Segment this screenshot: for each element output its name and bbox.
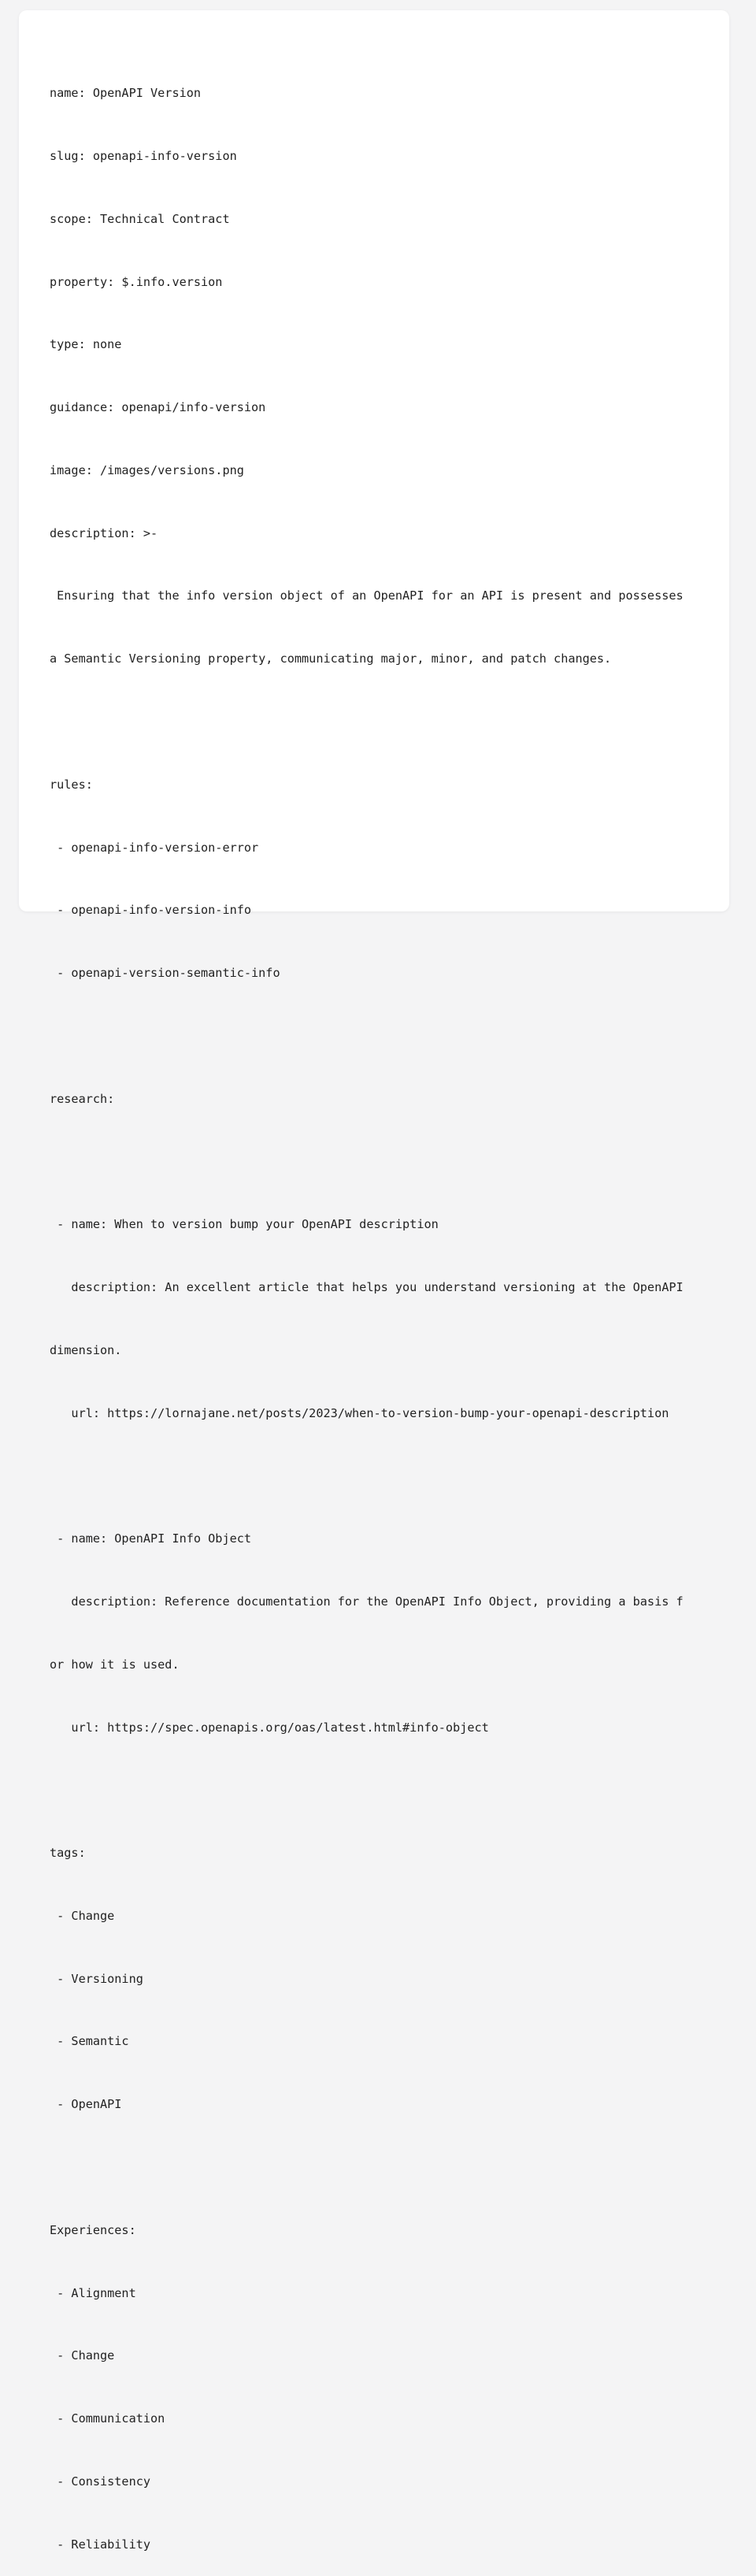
yaml-line-guidance: guidance: openapi/info-version [50,400,266,415]
yaml-line-experiences-key: Experiences: [50,2222,136,2237]
yaml-line-tag-item: - Versioning [50,1971,143,1986]
yaml-blank-line [50,1780,684,1801]
yaml-line-tag-item: - Change [50,1908,115,1923]
yaml-line-experience-item: - Consistency [50,2474,151,2489]
yaml-line-name: name: OpenAPI Version [50,86,202,101]
yaml-line-research-url: url: https://lornajane.net/posts/2023/when-to-version-bump-your-openapi-description [50,1405,669,1420]
yaml-line-experience-item: - Alignment [50,2285,136,2300]
yaml-line-research-name: - name: OpenAPI Info Object [50,1531,252,1546]
yaml-line-tag-item: - OpenAPI [50,2097,122,2112]
yaml-line-research-description: description: Reference documentation for the OpenAPI Info Object, providing a basis f [50,1594,684,1609]
yaml-line-type: type: none [50,337,122,352]
yaml-document [50,41,684,2576]
yaml-line-rules-key: rules: [50,777,93,792]
yaml-line-research-description-wrap: dimension. [50,1342,122,1357]
yaml-line-slug: slug: openapi-info-version [50,148,237,163]
yaml-line-research-description-wrap: or how it is used. [50,1657,180,1672]
yaml-line-research-url: url: https://spec.openapis.org/oas/latest.html#info-object [50,1720,489,1735]
yaml-blank-line [50,1151,684,1172]
yaml-line-research-key: research: [50,1091,115,1106]
yaml-line-research-description: description: An excellent article that helps you understand versioning at the OpenAPI [50,1280,684,1295]
yaml-line-tag-item: - Semantic [50,2034,129,2049]
yaml-line-rule-item: - openapi-info-version-error [50,840,259,855]
yaml-blank-line [50,711,684,733]
yaml-line-experience-item: - Communication [50,2411,165,2426]
yaml-line-rule-item: - openapi-info-version-info [50,903,252,918]
yaml-line-description-text-2: a Semantic Versioning property, communicating major, minor, and patch changes. [50,651,612,666]
yaml-line-experience-item: - Reliability [50,2537,151,2552]
yaml-line-research-name: - name: When to version bump your OpenAPI description [50,1217,439,1232]
yaml-line-description-text-1: Ensuring that the info version object of an OpenAPI for an API is present and possesses [50,588,684,603]
yaml-blank-line [50,1465,684,1487]
yaml-line-tags-key: tags: [50,1846,86,1861]
yaml-blank-line [50,1026,684,1047]
yaml-line-property: property: $.info.version [50,274,223,289]
yaml-line-image: image: /images/versions.png [50,462,244,477]
yaml-blank-line [50,2157,684,2178]
yaml-line-scope: scope: Technical Contract [50,211,230,226]
yaml-line-rule-item: - openapi-version-semantic-info [50,966,280,981]
yaml-line-description-key: description: >- [50,525,158,540]
yaml-line-experience-item: - Change [50,2348,115,2363]
